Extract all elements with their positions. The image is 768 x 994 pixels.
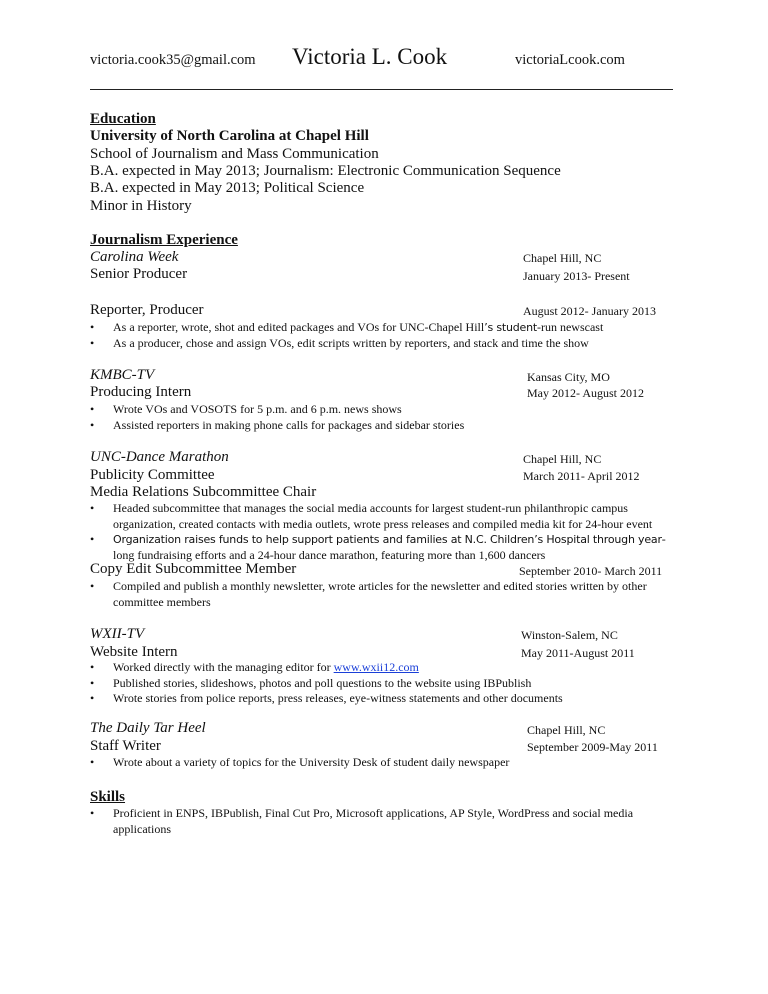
list-item: • Organization raises funds to help support patients and families at N.C. Children’s Hospital through year-long fundraising efforts and a 24-hour dance marathon, featuring more than 1,600 dancers <box>90 532 673 563</box>
dance-marathon-bullets <box>90 501 673 563</box>
carolina-week-bullets <box>90 320 603 351</box>
wxii-role: Website Intern <box>90 644 178 660</box>
wxii-bullets <box>90 660 563 707</box>
daily-tar-heel-date: September 2009-May 2011 <box>527 740 658 754</box>
dance-marathon-role: Publicity Committee <box>90 467 215 483</box>
wxii-date: May 2011-August 2011 <box>521 646 635 660</box>
dance-marathon-date: March 2011- April 2012 <box>523 469 640 483</box>
header-website: victoriaLcook.com <box>515 52 625 68</box>
kmbc-location: Kansas City, MO <box>527 370 610 384</box>
list-item: • As a producer, chose and assign VOs, edit scripts written by reporters, and stack and time the show <box>90 336 603 352</box>
education-school: University of North Carolina at Chapel Hill <box>90 128 369 144</box>
education-line: B.A. expected in May 2013; Political Science <box>90 180 365 196</box>
list-item: • Worked directly with the managing editor for www.wxii12.com <box>90 660 563 676</box>
education-line: B.A. expected in May 2013; Journalism: Electronic Communication Sequence <box>90 163 561 179</box>
dance-marathon-location: Chapel Hill, NC <box>523 452 602 466</box>
header-name: Victoria L. Cook <box>292 44 448 69</box>
dance-marathon-date: September 2010- March 2011 <box>519 564 663 578</box>
wxii-website-link[interactable]: www.wxii12.com <box>333 660 419 674</box>
list-item: • Wrote stories from police reports, press releases, eye-witness statements and other documents <box>90 691 563 707</box>
wxii-org: WXII-TV <box>90 626 145 642</box>
carolina-week-location: Chapel Hill, NC <box>523 251 602 265</box>
list-item: • Wrote about a variety of topics for the University Desk of student daily newspaper <box>90 755 509 771</box>
carolina-week-date: January 2013- Present <box>523 269 630 283</box>
carolina-week-date: August 2012- January 2013 <box>523 304 656 318</box>
kmbc-org: KMBC-TV <box>90 367 155 383</box>
skills-bullets <box>90 806 673 837</box>
journalism-heading: Journalism Experience <box>90 232 238 248</box>
education-line: School of Journalism and Mass Communication <box>90 146 379 162</box>
wxii-location: Winston-Salem, NC <box>521 628 618 642</box>
list-item: • Wrote VOs and VOSOTS for 5 p.m. and 6 p.m. news shows <box>90 402 464 418</box>
daily-tar-heel-role: Staff Writer <box>90 738 161 754</box>
education-line: Minor in History <box>90 198 192 214</box>
education-heading: Education <box>90 111 156 127</box>
list-item: • Proficient in ENPS, IBPublish, Final Cut Pro, Microsoft applications, AP Style, WordPress and social media applications <box>90 806 673 837</box>
carolina-week-role: Senior Producer <box>90 266 188 282</box>
carolina-week-org: Carolina Week <box>90 249 179 265</box>
dance-marathon-org: UNC-Dance Marathon <box>90 449 229 465</box>
skills-heading: Skills <box>90 789 126 805</box>
dance-marathon-bullets <box>90 579 673 610</box>
list-item: • Published stories, slideshows, photos and poll questions to the website using IBPublish <box>90 676 563 692</box>
daily-tar-heel-bullets <box>90 755 509 771</box>
kmbc-date: May 2012- August 2012 <box>527 386 644 400</box>
list-item: • Headed subcommittee that manages the social media accounts for largest student-run philanthropic campus organization, created contacts with media outlets, wrote press releases and compiled media kit for 24-hour event <box>90 501 673 532</box>
list-item: • As a reporter, wrote, shot and edited packages and VOs for UNC-Chapel Hill’s student-run newscast <box>90 320 603 336</box>
header-divider <box>90 89 673 90</box>
list-item: • Compiled and publish a monthly newsletter, wrote articles for the newsletter and edited stories written by other committee members <box>90 579 673 610</box>
kmbc-role: Producing Intern <box>90 384 192 400</box>
dance-marathon-role: Copy Edit Subcommittee Member <box>90 561 297 577</box>
kmbc-bullets <box>90 402 464 433</box>
daily-tar-heel-location: Chapel Hill, NC <box>527 723 606 737</box>
header-email: victoria.cook35@gmail.com <box>90 52 256 68</box>
dance-marathon-role: Media Relations Subcommittee Chair <box>90 484 317 500</box>
carolina-week-role: Reporter, Producer <box>90 302 204 318</box>
list-item: • Assisted reporters in making phone calls for packages and sidebar stories <box>90 418 464 434</box>
daily-tar-heel-org: The Daily Tar Heel <box>90 720 206 736</box>
